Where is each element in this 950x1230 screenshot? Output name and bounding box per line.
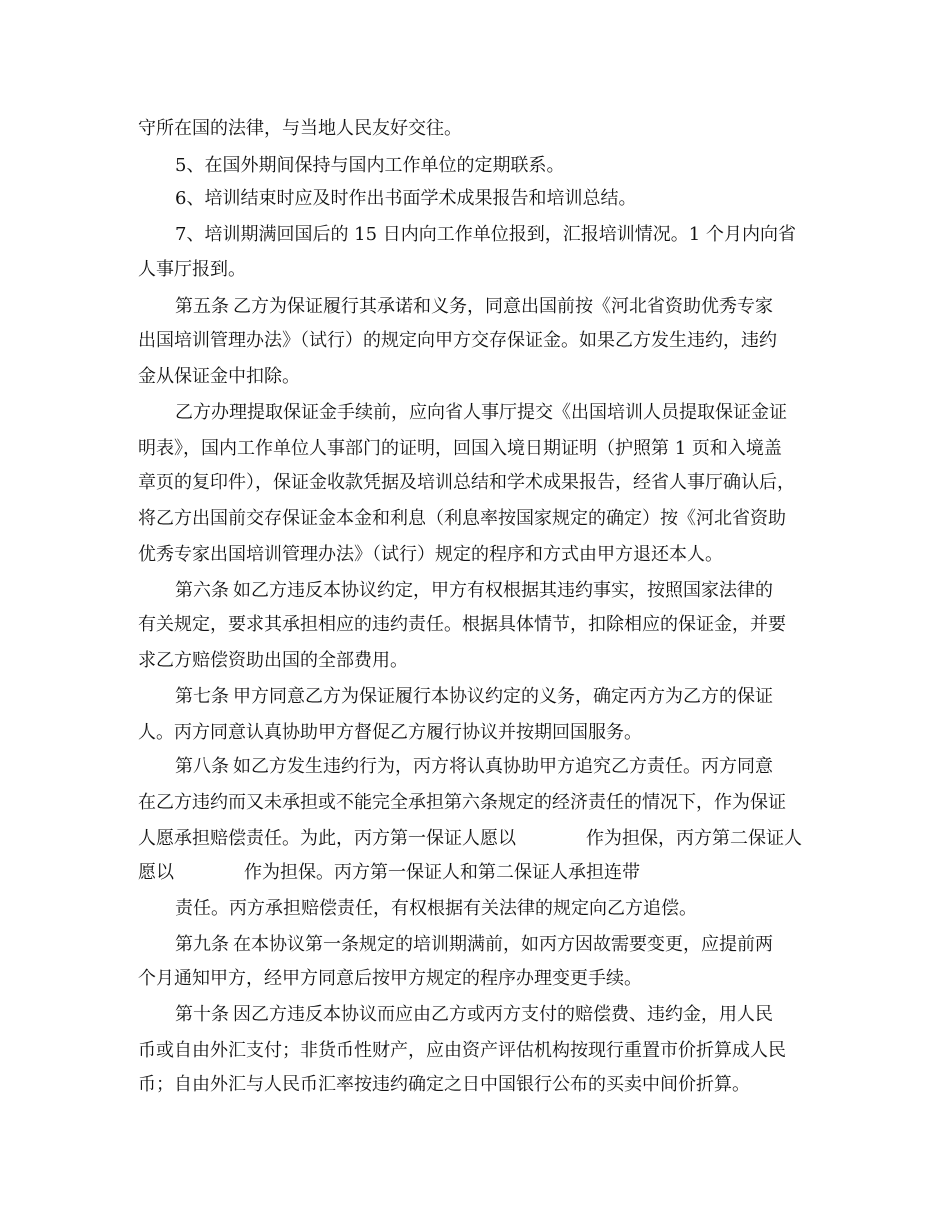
text-line	[175, 398, 787, 428]
line-text: 求乙方赔偿资助出国的全部费用。	[138, 650, 408, 671]
text-line	[138, 434, 782, 464]
text-line	[138, 114, 462, 144]
text-line	[175, 1000, 773, 1030]
line-text: 币或自由外汇支付；非货币性财产，应由资产评估机构按现行重置市价折算成人民	[138, 1040, 786, 1061]
text-line	[138, 255, 246, 285]
text-line	[175, 682, 773, 712]
line-text: 在乙方违约而又未承担或不能完全承担第六条规定的经济责任的情况下，作为保证	[138, 792, 786, 813]
text-line	[175, 151, 564, 181]
text-line	[138, 718, 642, 748]
line-text: 因乙方违反本协议而应由乙方或丙方支付的赔偿费、违约金，用人民	[233, 1004, 773, 1025]
line-text: 责任。丙方承担赔偿责任，有权根据有关法律的规定向乙方追偿。	[175, 898, 697, 919]
line-text: 7、培训期满回国后的 15 日内向工作单位报到，汇报培训情况。1 个月内向省	[175, 224, 796, 245]
text-line	[175, 894, 697, 924]
text-line	[138, 1036, 786, 1066]
article-heading: 第六条	[175, 580, 229, 601]
line-text: 如乙方违反本协议约定，甲方有权根据其违约事实，按照国家法律的	[233, 580, 773, 601]
text-line	[138, 646, 408, 676]
line-text: 明表》，国内工作单位人事部门的证明，回国入境日期证明（护照第 1 页和入境盖	[138, 438, 782, 459]
line-text: 作为担保，丙方第二保证人	[586, 828, 802, 849]
line-text: 甲方同意乙方为保证履行本协议约定的义务，确定丙方为乙方的保证	[233, 686, 773, 707]
line-text: 个月通知甲方，经甲方同意后按甲方规定的程序办理变更手续。	[138, 968, 642, 989]
text-line	[138, 468, 795, 498]
article-heading: 第九条	[175, 934, 229, 955]
line-text: 章页的复印件），保证金收款凭据及培训总结和学术成果报告，经省人事厅确认后，	[138, 472, 795, 493]
article-heading: 第五条	[175, 296, 229, 317]
text-line	[138, 362, 300, 392]
line-text: 愿以	[138, 862, 174, 883]
text-line	[138, 964, 642, 994]
line-text: 5、在国外期间保持与国内工作单位的定期联系。	[175, 155, 565, 176]
line-text: 乙方办理提取保证金手续前，应向省人事厅提交《出国培训人员提取保证金证	[175, 402, 787, 423]
text-line	[138, 858, 640, 888]
text-line	[138, 824, 802, 854]
text-line	[138, 540, 723, 570]
line-text: 将乙方出国前交存保证金本金和利息（利息率按国家规定的确定）按《河北省资助	[138, 508, 786, 529]
text-line	[175, 930, 773, 960]
article-heading: 第八条	[175, 756, 229, 777]
text-line	[138, 504, 786, 534]
text-line	[138, 326, 777, 356]
line-text: 守所在国的法律，与当地人民友好交往。	[138, 118, 462, 139]
text-line	[138, 788, 786, 818]
line-text: 如乙方发生违约行为，丙方将认真协助甲方追究乙方责任。丙方同意	[233, 756, 773, 777]
line-text: 金从保证金中扣除。	[138, 366, 300, 387]
text-line	[175, 184, 636, 214]
line-text: 人事厅报到。	[138, 259, 246, 280]
text-line	[138, 1070, 750, 1100]
line-text: 6、培训结束时应及时作出书面学术成果报告和培训总结。	[175, 188, 637, 209]
line-text: 乙方为保证履行其承诺和义务，同意出国前按《河北省资助优秀专家	[233, 296, 773, 317]
article-heading: 第七条	[175, 686, 229, 707]
text-line	[175, 292, 773, 322]
text-line	[138, 610, 786, 640]
line-text: 在本协议第一条规定的培训期满前，如丙方因故需要变更，应提前两	[233, 934, 773, 955]
line-text: 作为担保。丙方第一保证人和第二保证人承担连带	[244, 862, 640, 883]
line-text: 有关规定，要求其承担相应的违约责任。根据具体情节，扣除相应的保证金，并要	[138, 614, 786, 635]
line-text: 出国培训管理办法》（试行）的规定向甲方交存保证金。如果乙方发生违约，违约	[138, 330, 777, 351]
article-heading: 第十条	[175, 1004, 229, 1025]
line-text: 币；自由外汇与人民币汇率按违约确定之日中国银行公布的买卖中间价折算。	[138, 1074, 750, 1095]
text-line	[175, 220, 796, 250]
line-text: 人愿承担赔偿责任。为此，丙方第一保证人愿以	[138, 828, 516, 849]
text-line	[175, 576, 773, 606]
text-line	[175, 752, 773, 782]
line-text: 优秀专家出国培训管理办法》（试行）规定的程序和方式由甲方退还本人。	[138, 544, 723, 565]
line-text: 人。丙方同意认真协助甲方督促乙方履行协议并按期回国服务。	[138, 722, 642, 743]
